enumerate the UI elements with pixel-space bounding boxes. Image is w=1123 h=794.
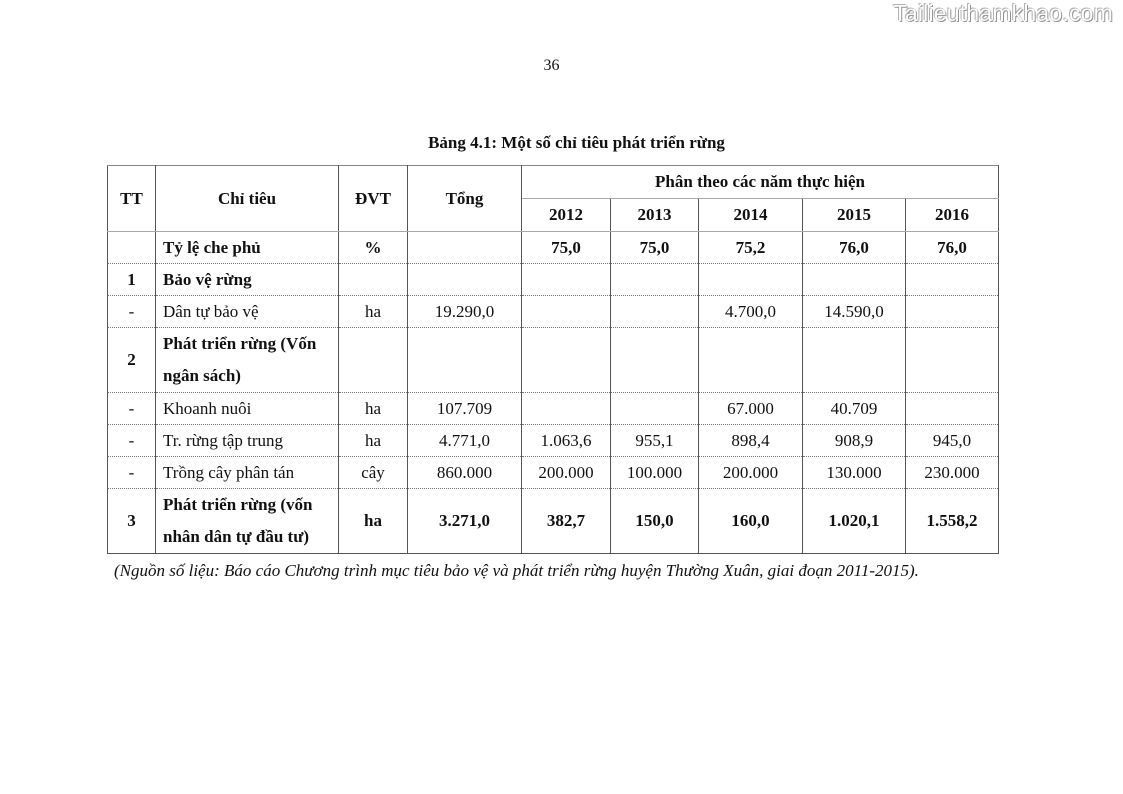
cell-unit: %: [339, 232, 408, 264]
watermark: Tailieuthamkhao.com: [893, 0, 1113, 26]
cell-2016: [906, 393, 999, 425]
cell-2012: [522, 296, 611, 328]
cell-2015: 14.590,0: [803, 296, 906, 328]
cell-2016: [906, 296, 999, 328]
cell-2015: [803, 328, 906, 393]
cell-2012: 75,0: [522, 232, 611, 264]
cell-2013: [611, 328, 699, 393]
table-row: [108, 457, 999, 489]
cell-unit: ha: [339, 393, 408, 425]
source-note: (Nguồn số liệu: Báo cáo Chương trình mục tiêu bảo vệ và phát triển rừng huyện Thường Xuân, giai đoạn 2011-2015).: [114, 561, 919, 580]
cell-2014: 75,2: [699, 232, 803, 264]
cell-2015: 76,0: [803, 232, 906, 264]
cell-2012: 1.063,6: [522, 425, 611, 457]
table-row: [108, 425, 999, 457]
cell-total: 107.709: [408, 393, 522, 425]
cell-unit: ha: [339, 489, 408, 554]
cell-indicator: Tỷ lệ che phủ: [156, 232, 339, 264]
cell-2016: 76,0: [906, 232, 999, 264]
header-indicator: Chỉ tiêu: [156, 166, 339, 232]
header-total: Tổng: [408, 166, 522, 232]
cell-indicator: Tr. rừng tập trung: [156, 425, 339, 457]
cell-2015: 130.000: [803, 457, 906, 489]
cell-2014: [699, 328, 803, 393]
cell-2014: 4.700,0: [699, 296, 803, 328]
cell-total: 3.271,0: [408, 489, 522, 554]
header-year-group: Phân theo các năm thực hiện: [522, 166, 999, 199]
cell-2015: 40.709: [803, 393, 906, 425]
indicator-line-1: Phát triển rừng (Vốn: [163, 334, 317, 353]
cell-indicator: Bảo vệ rừng: [156, 264, 339, 296]
cell-tt: -: [108, 393, 156, 425]
cell-tt: 3: [108, 489, 156, 554]
table-row: [108, 264, 999, 296]
cell-indicator: Trồng cây phân tán: [156, 457, 339, 489]
cell-unit: cây: [339, 457, 408, 489]
table-row: [108, 328, 999, 393]
cell-2015: [803, 264, 906, 296]
cell-2013: [611, 296, 699, 328]
cell-2013: 955,1: [611, 425, 699, 457]
cell-2013: 75,0: [611, 232, 699, 264]
cell-total: 860.000: [408, 457, 522, 489]
header-year-2012: 2012: [522, 199, 611, 232]
cell-tt: [108, 232, 156, 264]
cell-indicator: [156, 328, 339, 393]
cell-unit: ha: [339, 296, 408, 328]
cell-tt: -: [108, 296, 156, 328]
cell-2016: 1.558,2: [906, 489, 999, 554]
cell-tt: -: [108, 457, 156, 489]
cell-total: [408, 232, 522, 264]
cell-tt: 2: [108, 328, 156, 393]
cell-2014: [699, 264, 803, 296]
cell-tt: 1: [108, 264, 156, 296]
cell-2013: [611, 393, 699, 425]
cell-2014: 200.000: [699, 457, 803, 489]
cell-indicator: Khoanh nuôi: [156, 393, 339, 425]
cell-indicator: [156, 489, 339, 554]
cell-2014: 160,0: [699, 489, 803, 554]
table-row: [108, 489, 999, 554]
cell-2013: 100.000: [611, 457, 699, 489]
indicator-line-2: ngân sách): [163, 366, 241, 385]
cell-2014: 67.000: [699, 393, 803, 425]
cell-tt: -: [108, 425, 156, 457]
cell-total: [408, 328, 522, 393]
cell-indicator: Dân tự bảo vệ: [156, 296, 339, 328]
cell-total: 19.290,0: [408, 296, 522, 328]
cell-2012: 200.000: [522, 457, 611, 489]
forest-development-table: [107, 165, 999, 554]
table-row: [108, 296, 999, 328]
indicator-line-1: Phát triển rừng (vốn: [163, 495, 313, 514]
cell-unit: [339, 328, 408, 393]
header-year-2016: 2016: [906, 199, 999, 232]
cell-unit: [339, 264, 408, 296]
cell-2012: 382,7: [522, 489, 611, 554]
cell-2016: [906, 328, 999, 393]
indicator-line-2: nhân dân tự đầu tư): [163, 527, 310, 546]
cell-total: [408, 264, 522, 296]
cell-2012: [522, 264, 611, 296]
cell-2012: [522, 328, 611, 393]
cell-2013: [611, 264, 699, 296]
header-year-2014: 2014: [699, 199, 803, 232]
cell-2016: 230.000: [906, 457, 999, 489]
header-year-2015: 2015: [803, 199, 906, 232]
table-row: [108, 393, 999, 425]
cell-total: 4.771,0: [408, 425, 522, 457]
header-year-2013: 2013: [611, 199, 699, 232]
cell-2016: [906, 264, 999, 296]
table-row: [108, 232, 999, 264]
cell-2015: 1.020,1: [803, 489, 906, 554]
header-unit: ĐVT: [339, 166, 408, 232]
cell-unit: ha: [339, 425, 408, 457]
cell-2012: [522, 393, 611, 425]
page-number: 36: [543, 57, 560, 74]
table-title: Bảng 4.1: Một số chỉ tiêu phát triển rừng: [428, 133, 725, 152]
cell-2014: 898,4: [699, 425, 803, 457]
cell-2013: 150,0: [611, 489, 699, 554]
cell-2015: 908,9: [803, 425, 906, 457]
header-tt: TT: [108, 166, 156, 232]
cell-2016: 945,0: [906, 425, 999, 457]
